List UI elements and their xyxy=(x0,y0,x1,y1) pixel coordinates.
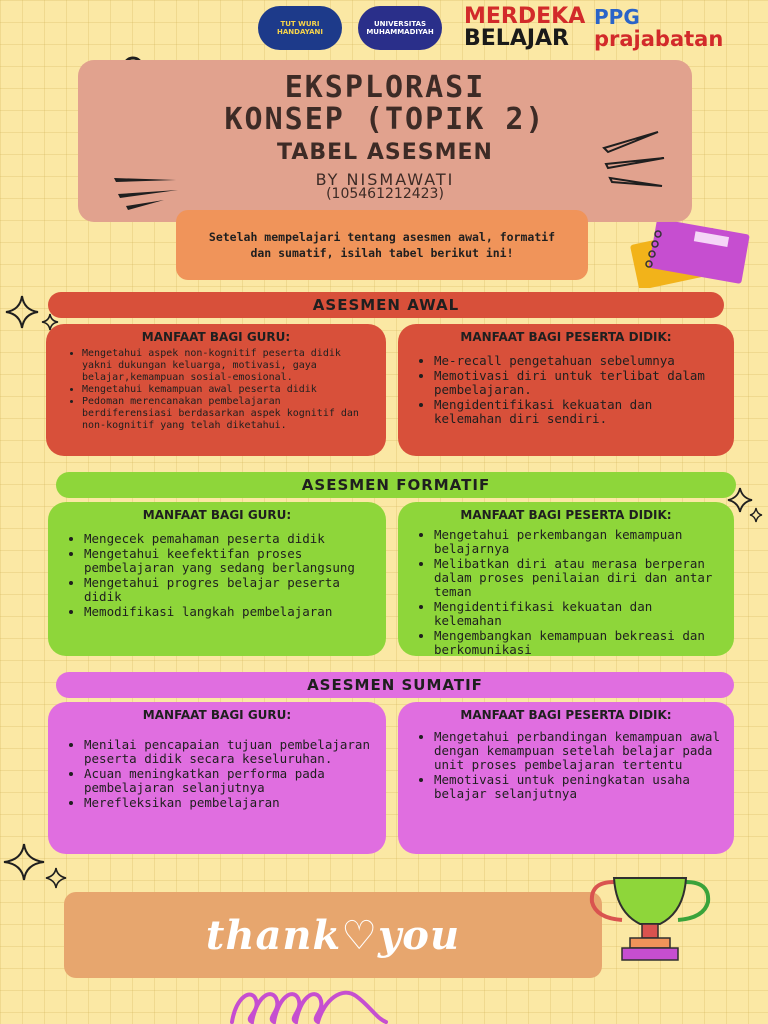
card-awal-guru-title: MANFAAT BAGI GURU: xyxy=(141,330,291,344)
list-item: • Mengidentifikasi kekuatan dan kelemahan diri sendiri. xyxy=(434,398,720,426)
list-item: • Mengembangkan kemampuan bekreasi dan berkomunikasi xyxy=(434,629,720,657)
notebook-icon xyxy=(628,222,752,288)
trophy-icon xyxy=(580,872,720,968)
list-item: • Mengetahui perbandingan kemampuan awal dengan kemampuan setelah belajar pada unit proses pembelajaran tertentu xyxy=(434,730,720,772)
card-awal-siswa-list xyxy=(412,354,720,426)
card-sumatif-siswa xyxy=(398,702,734,854)
list-item: • Mengecek pemahaman peserta didik xyxy=(84,532,372,546)
card-sumatif-siswa-title: MANFAAT BAGI PESERTA DIDIK: xyxy=(460,708,672,722)
section-heading-awal: ASESMEN AWAL xyxy=(48,292,724,318)
decorative-strokes-right xyxy=(596,128,676,200)
author-nim: (105461212423) xyxy=(326,186,444,202)
card-formatif-guru-title: MANFAAT BAGI GURU: xyxy=(142,508,292,522)
list-item: • Mengetahui progres belajar peserta didik xyxy=(84,576,372,604)
card-formatif-guru xyxy=(48,502,386,656)
title-line1: EKSPLORASI xyxy=(284,70,486,105)
list-item: • Menilai pencapaian tujuan pembelajaran peserta didik secara keseluruhan. xyxy=(84,738,372,766)
author-name: BY NISMAWATI xyxy=(315,170,455,189)
section-heading-formatif: ASESMEN FORMATIF xyxy=(56,472,736,498)
card-awal-siswa xyxy=(398,324,734,456)
card-formatif-guru-list xyxy=(62,532,372,619)
decorative-strokes-left xyxy=(104,172,184,212)
ppg-prajabatan-logo: PPG prajabatan xyxy=(594,5,724,51)
list-item: • Merefleksikan pembelajaran xyxy=(84,796,372,810)
page-subtitle: TABEL ASESMEN xyxy=(277,140,493,165)
thank-you-text: thank♡you xyxy=(205,911,461,959)
card-formatif-siswa-title: MANFAAT BAGI PESERTA DIDIK: xyxy=(460,508,672,522)
intro-instruction: Setelah mempelajari tentang asesmen awal, formatif dan sumatif, isilah tabel berikut ini! xyxy=(176,210,588,280)
list-item: • Mengetahui kemampuan awal peserta didik xyxy=(82,384,372,396)
list-item: • Memotivasi diri untuk terlibat dalam pembelajaran. xyxy=(434,369,720,397)
card-awal-siswa-title: MANFAAT BAGI PESERTA DIDIK: xyxy=(460,330,672,344)
unismuh-logo: UNIVERSITAS MUHAMMADIYAH xyxy=(358,6,442,50)
section-heading-sumatif: ASESMEN SUMATIF xyxy=(56,672,734,698)
list-item: • Mengidentifikasi kekuatan dan kelemahan xyxy=(434,600,720,628)
list-item: • Me-recall pengetahuan sebelumnya xyxy=(434,354,720,368)
card-sumatif-guru-list xyxy=(62,738,372,810)
card-formatif-siswa xyxy=(398,502,734,656)
card-awal-guru xyxy=(46,324,386,456)
list-item: • Melibatkan diri atau merasa berperan dalam proses penilaian diri dan antar teman xyxy=(434,557,720,599)
card-sumatif-siswa-list xyxy=(412,730,720,801)
list-item: • Mengetahui aspek non-kognitif peserta didik yakni dukungan keluarga, motivasi, gaya belajar,kemampuan sosial-emosional. xyxy=(82,348,372,384)
list-item: • Mengetahui perkembangan kemampuan belajarnya xyxy=(434,528,720,556)
list-item: • Mengetahui keefektifan proses pembelajaran yang sedang berlangsung xyxy=(84,547,372,575)
title-line2: KONSEP (TOPIK 2) xyxy=(224,102,546,137)
card-sumatif-guru-title: MANFAAT BAGI GURU: xyxy=(142,708,292,722)
list-item: • Memotivasi untuk peningkatan usaha belajar selanjutnya xyxy=(434,773,720,801)
decorative-loops xyxy=(226,978,406,1024)
card-sumatif-guru xyxy=(48,702,386,854)
tut-wuri-handayani-logo: TUT WURI HANDAYANI xyxy=(258,6,342,50)
list-item: • Pedoman merencanakan pembelajaran berdiferensiasi berdasarkan aspek kognitif dan non-kognitif yang telah diketahui. xyxy=(82,396,372,432)
sparkle-icon xyxy=(2,842,72,892)
card-formatif-siswa-list xyxy=(412,528,720,657)
list-item: • Memodifikasi langkah pembelajaran xyxy=(84,605,372,619)
list-item: • Acuan meningkatkan performa pada pembelajaran selanjutnya xyxy=(84,767,372,795)
merdeka-belajar-logo: MERDEKA BELAJAR xyxy=(464,4,586,51)
card-awal-guru-list xyxy=(60,348,372,432)
